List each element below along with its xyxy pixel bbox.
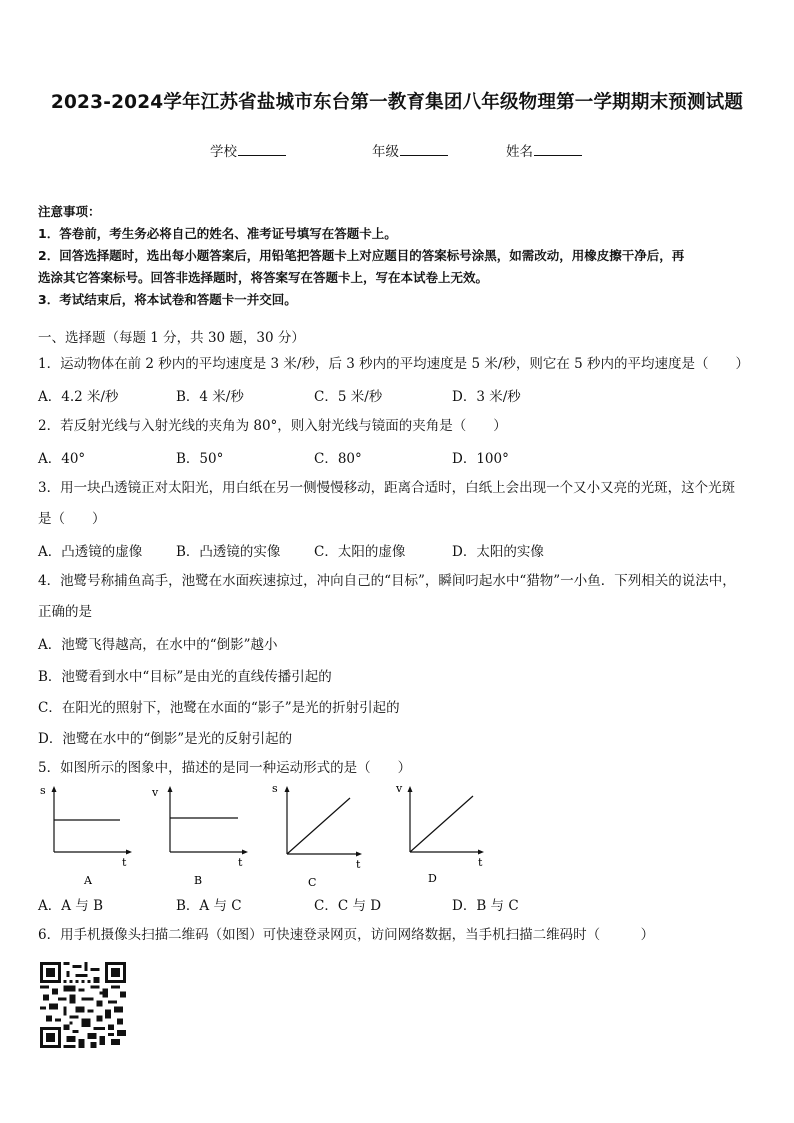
q2-option-c: C．80° [314,451,362,467]
graph-d [395,782,484,885]
graph-a-xlabel: t [122,856,127,869]
graph-b-ylabel: v [152,786,159,799]
q4-option-a: A．池鹭飞得越高，在水中的“倒影”越小 [38,637,278,653]
graph-c [272,782,362,889]
q4-option-b: B．池鹭看到水中“目标”是由光的直线传播引起的 [38,669,332,685]
q3-option-d: D．太阳的实像 [452,544,544,560]
q2-option-b: B．50° [176,451,224,467]
q3-stem-line-2: 是（ ） [38,511,106,527]
notice-item-3: 3．考试结束后，将本试卷和答题卡一并交回。 [38,292,297,307]
q4-option-c: C．在阳光的照射下，池鹭在水面的“影子”是光的折射引起的 [38,700,400,716]
graph-b [151,786,248,887]
graph-b-caption: B [194,874,203,887]
graph-d-caption: D [428,872,437,885]
q3-option-c: C．太阳的虚像 [314,544,406,560]
grade-label: 年级 [372,144,399,160]
q5-option-a: A．A 与 B [38,898,104,914]
graph-c-xlabel: t [356,858,361,871]
school-label: 学校 [210,144,237,160]
q6-stem: 6．用手机摄像头扫描二维码（如图）可快速登录网页，访问网络数据，当手机扫描二维码时（ ） [38,927,655,943]
q3-option-a: A．凸透镜的虚像 [38,544,143,560]
q4-stem-line-1: 4．池鹭号称捕鱼高手，池鹭在水面疾速掠过，冲向自己的“目标”，瞬间叼起水中“猎物”一小鱼．下列相关的说法中， [38,573,736,589]
q5-option-b: B．A 与 C [176,898,242,914]
qr-code-image [40,962,126,1048]
q4-stem-line-2: 正确的是 [38,604,92,620]
graph-c-ylabel: s [272,782,278,795]
name-blank [534,143,582,156]
q1-option-d: D．3 米/秒 [452,389,521,405]
q2-option-d: D．100° [452,451,509,467]
q1-option-c: C．5 米/秒 [314,389,383,405]
grade-blank [400,143,448,156]
grade-field [372,140,448,160]
q1-option-b: B．4 米/秒 [176,389,244,405]
q5-option-c: C．C 与 D [314,898,382,914]
q3-option-b: B．凸透镜的实像 [176,544,281,560]
name-label: 姓名 [506,144,533,160]
graph-a [40,784,132,887]
q2-option-a: A．40° [38,451,86,467]
graph-d-ylabel: v [396,782,403,795]
notice-heading: 注意事项： [38,204,101,219]
name-field [506,140,582,160]
notice-item-1: 1．答卷前，考生务必将自己的姓名、准考证号填写在答题卡上。 [38,226,397,241]
graph-c-caption: C [308,876,317,889]
graph-a-caption: A [84,874,92,887]
q1-option-a: A．4.2 米/秒 [38,389,119,405]
q5-option-d: D．B 与 C [452,898,519,914]
q5-motion-graphs [30,780,510,890]
q5-stem: 5．如图所示的图象中，描述的是同一种运动形式的是（ ） [38,760,412,776]
graph-d-xlabel: t [478,856,483,869]
school-field [210,140,286,160]
q3-stem-line-1: 3．用一块凸透镜正对太阳光，用白纸在另一侧慢慢移动，距离合适时，白纸上会出现一个又小又亮的光斑，这个光斑 [38,480,736,496]
q4-option-d: D．池鹭在水中的“倒影”是光的反射引起的 [38,731,293,747]
graph-a-ylabel: s [40,784,46,797]
school-blank [238,143,286,156]
section-heading: 一、选择题（每题 1 分，共 30 题，30 分） [38,330,305,346]
notice-item-2-line-2: 选涂其它答案标号。回答非选择题时，将答案写在答题卡上，写在本试卷上无效。 [38,270,489,285]
q2-stem: 2．若反射光线与入射光线的夹角为 80°，则入射光线与镜面的夹角是（ ） [38,418,507,434]
q1-stem: 1．运动物体在前 2 秒内的平均速度是 3 米/秒，后 3 秒内的平均速度是 5 米/秒，则它在 5 秒内的平均速度是（ ） [38,356,750,372]
graph-b-xlabel: t [238,856,243,869]
page-title: 2023-2024学年江苏省盐城市东台第一教育集团八年级物理第一学期期末预测试题 [50,92,744,113]
notice-item-2-line-1: 2．回答选择题时，选出每小题答案后，用铅笔把答题卡上对应题目的答案标号涂黑，如需改动，用橡皮擦干净后，再 [38,248,685,263]
